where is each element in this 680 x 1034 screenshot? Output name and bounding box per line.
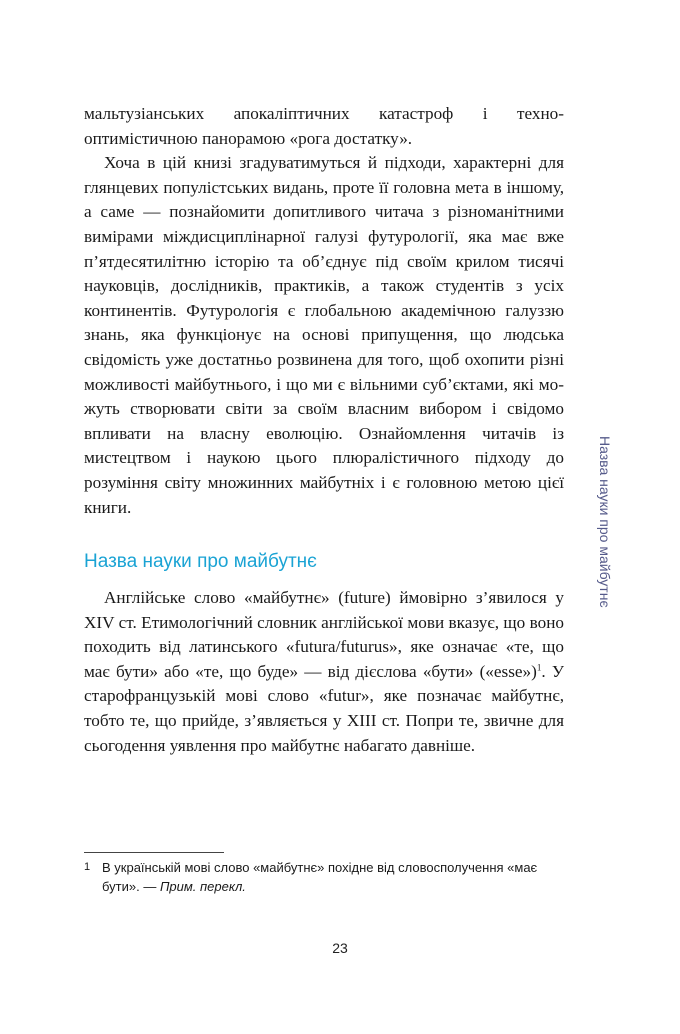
page-body: [84, 102, 564, 758]
footnote-text: В українській мові слово «майбутнє» похідне від словосполучення «має бути». — Прим. перекл.: [102, 860, 538, 894]
footnote-divider: [84, 852, 224, 853]
paragraph-intro: Хоча в цій книзі згадуватимуться й підходи, характерні для глянцевих популістських видань, проте її головна мета в іншому, а саме — познайомити допитливого читача з різноманітними вимірами міждисциплінарної галузі футурології, яка має вже п’ятдесятилітню історію та об’єднує під своїм крилом тисячі науковців, дослідників, практиків, а також студентів з усіх континентів. Футурологія є глобальною академічною галуззю знань, яка функціонує на основі припущення, що людська свідомість уже достатньо розвинена для того, щоб охопити різні можливості майбутнього, і що ми є вільними суб’єктами, які можуть створювати світи за своїм власним вибором і свідомо впливати на власну еволюцію. Ознайомлення читачів із мистецтвом і наукою цього плюралістичного підходу до розуміння світу множинних майбутніх і є головною метою цієї книги.: [84, 153, 564, 517]
page-number: 23: [332, 940, 348, 956]
paragraph-continued: мальтузіанських апокаліптичних катастроф і технооптимістичною панорамою «рога достатку».: [84, 104, 564, 148]
translator-note: Прим. перекл.: [159, 879, 246, 894]
section-heading: Назва науки про майбутнє: [84, 551, 317, 573]
footnote: [84, 858, 564, 896]
paragraph-etymology: [84, 586, 564, 758]
footnote-reference[interactable]: 1: [536, 662, 542, 673]
footnote-number: 1: [84, 861, 91, 873]
etymology-text-start: Англійське слово «майбутнє» (future) ймовірно з’явилося у XIV ст. Етимологічний словник англійської мови вказує, що воно походить від латинського «futura/futurus», яке означає «те, що має бути» або «те, що буде» — від дієслова «бути» («esse»): [84, 588, 564, 681]
etymology-text-end: . У старофранцузькій мові слово «futur», яке позначає майбутнє, тобто те, що прийде, з’являється у XIII ст. Попри те, звичне для сьогодення уявлення про майбутнє набагато давніше.: [84, 661, 565, 755]
running-head: Назва науки про майбутнє: [597, 436, 613, 608]
